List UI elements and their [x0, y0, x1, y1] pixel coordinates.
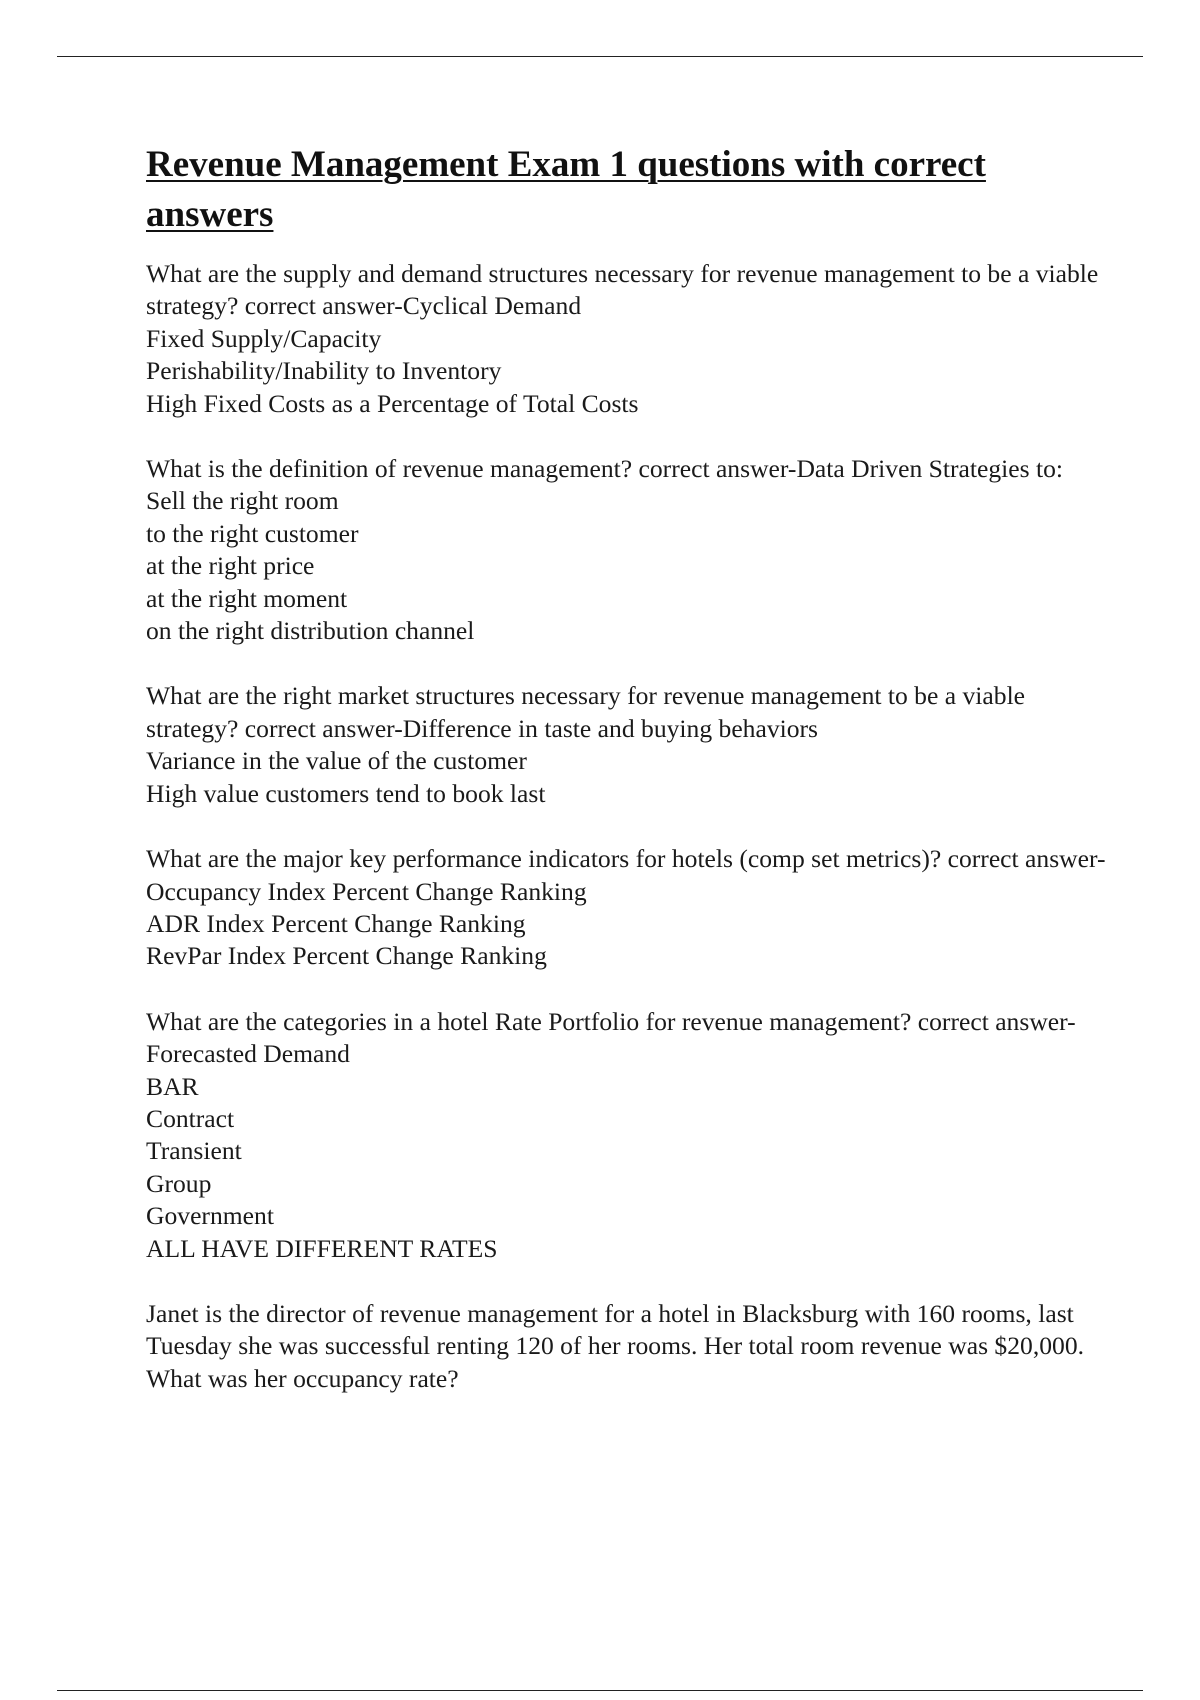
- answer-line: ALL HAVE DIFFERENT RATES: [146, 1233, 498, 1263]
- answer-prefix: correct answer-: [638, 454, 797, 484]
- question-text: [146, 1298, 1106, 1395]
- qa-item: [146, 453, 1106, 647]
- answer-line: on the right distribution channel: [146, 616, 475, 646]
- header-rule: [57, 56, 1143, 57]
- answer-line: Variance in the value of the customer: [146, 746, 527, 776]
- document-title: Revenue Management Exam 1 questions with correct answers: [146, 144, 986, 235]
- answer-line: Contract: [146, 1103, 235, 1133]
- question: What is the definition of revenue management?: [146, 454, 633, 484]
- question-text: [146, 258, 1106, 323]
- answer-line: at the right price: [146, 551, 315, 581]
- answer-line: Forecasted Demand: [146, 1039, 350, 1069]
- question-text: [146, 453, 1106, 485]
- answer-line: Fixed Supply/Capacity: [146, 323, 382, 353]
- footer-rule: [57, 1690, 1143, 1691]
- qa-item: [146, 843, 1106, 973]
- answer-line: Transient: [146, 1136, 242, 1166]
- answer-line: Government: [146, 1201, 274, 1231]
- answer-line: to the right customer: [146, 518, 359, 548]
- answer-line: High value customers tend to book last: [146, 778, 546, 808]
- answer-line: Group: [146, 1168, 212, 1198]
- question: What are the supply and demand structures necessary for revenue management to be a viable strategy?: [146, 259, 1099, 321]
- qa-list: [146, 258, 1106, 1395]
- question: What are the major key performance indicators for hotels (comp set metrics)?: [146, 844, 942, 874]
- answer-prefix: correct answer-: [244, 713, 403, 743]
- answer-line: RevPar Index Percent Change Ranking: [146, 941, 547, 971]
- answer-prefix: correct answer-: [947, 844, 1106, 874]
- answer-line: Difference in taste and buying behaviors: [402, 713, 819, 743]
- answer-line: Cyclical Demand: [402, 291, 582, 321]
- question-text: [146, 680, 1106, 745]
- answer-line: Perishability/Inability to Inventory: [146, 356, 502, 386]
- answer-line: Data Driven Strategies to:: [796, 454, 1063, 484]
- document-body: [146, 140, 1106, 1428]
- question: What are the categories in a hotel Rate Portfolio for revenue management?: [146, 1006, 912, 1036]
- question: Janet is the director of revenue management for a hotel in Blacksburg with 160 rooms, last Tuesday she was successful renting 120 of her rooms. Her total room revenue was $20,000. What was her occupancy rate?: [146, 1298, 1085, 1393]
- question-text: [146, 1006, 1106, 1071]
- question-text: [146, 843, 1106, 908]
- answer-line: BAR: [146, 1071, 199, 1101]
- answer-line: ADR Index Percent Change Ranking: [146, 908, 526, 938]
- qa-item: [146, 1298, 1106, 1395]
- question: What are the right market structures necessary for revenue management to be a viable strategy?: [146, 681, 1026, 743]
- qa-item: [146, 680, 1106, 810]
- qa-item: [146, 1006, 1106, 1265]
- answer-line: at the right moment: [146, 583, 348, 613]
- qa-item: [146, 258, 1106, 420]
- answer-prefix: correct answer-: [917, 1006, 1076, 1036]
- answer-line: Sell the right room: [146, 486, 339, 516]
- answer-line: Occupancy Index Percent Change Ranking: [146, 876, 587, 906]
- answer-line: High Fixed Costs as a Percentage of Total Costs: [146, 388, 639, 418]
- answer-prefix: correct answer-: [244, 291, 403, 321]
